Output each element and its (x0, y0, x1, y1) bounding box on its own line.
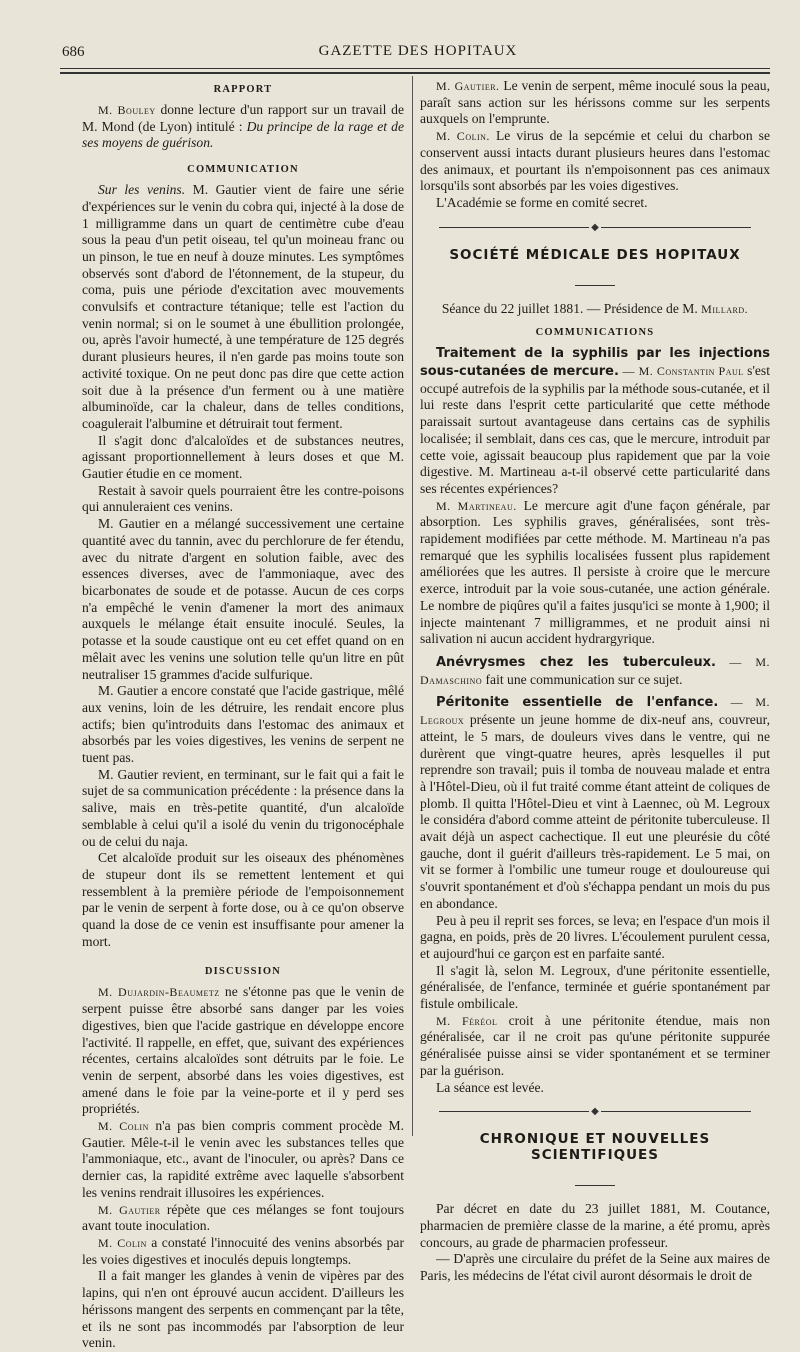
article-paragraph: M. Martineau. Le mercure agit d'une façon générale, par absorption. Les syphilis graves, généralisées, sont très-rapidement modifiées par cette méthode. M. Martineau n'a pas remarqué que les syphilis localisées fussent plus rapidement améliorées que les autres. Il persiste à croire que le mercure exerce, introduit par la voie sous-cutanée, une action générale. Le nombre de piqûres qu'il a faites jusqu'ici se monte à 1,900; il injecte maintenant 7 milligrammes, et ne produit ainsi ni salivation ni aucun accident hydrargyrique. (420, 497, 770, 647)
communications-heading: COMMUNICATIONS (535, 327, 655, 339)
article-paragraph: M. Féréol croit à une péritonite étendue, mais non généralisée, car il ne croit pas qu'une péritonite suppurée généralisée puisse ainsi se vider spontanément et se terminer par la guérison. (420, 1012, 770, 1078)
article-paragraph: Il s'agit là, selon M. Legroux, d'une péritonite essentielle, généralisée, de l'enfance, terminée et guérie spontanément par fistule ombilicale. (420, 962, 770, 1012)
right-column (420, 78, 770, 1285)
discussion-heading: DISCUSSION (204, 966, 282, 978)
short-rule (420, 273, 770, 291)
society-title: SOCIÉTÉ MÉDICALE DES HOPITAUX (449, 246, 741, 263)
discussion-paragraph: M. Colin n'a pas bien compris comment procède M. Gautier. Mêle-t-il le venin avec les substances telles que l'ammoniaque, etc., avant de l'inoculer, ou après? Dans ce dernier cas, la rapidité extrême avec laquelle s'absorbent les venins rendrait illusoires les expériences. (82, 1118, 404, 1200)
communication-paragraph: Cet alcaloïde produit sur les oiseaux des phénomènes de stupeur dont ils se remettent lentement et qui ressemblent à la première période de l'empoisonnement par le venin de serpent à forte dose, ou à ce qu'on observe quand la dose de ce venin est insuffisante pour amener la mort. (82, 850, 404, 949)
discussion-paragraph: M. Colin. Le virus de la sepcémie et celui du charbon se conservent aussi intacts durant plusieurs heures dans l'estomac des animaux, et pourtant ils n'empoisonnent pas ces animaux lorsqu'ils sont absorbés par les voies digestives. (420, 128, 770, 194)
communication-paragraph: M. Gautier a encore constaté que l'acide gastrique, mêlé aux venins, loin de les détruire, les rendait encore plus actifs; bien qu'introduits dans l'estomac des animaux et absorbés par les voies digestives, les venins de serpent ne tuent pas. (82, 683, 404, 766)
closing-line: L'Académie se forme en comité secret. (436, 194, 648, 210)
closing-line: La séance est levée. (436, 1079, 544, 1095)
news-paragraph: — D'après une circulaire du préfet de la Seine aux maires de Paris, les médecins de l'état civil auront désormais le droit de (420, 1251, 770, 1284)
rapport-title: Du principe de la rage et de ses moyens de guérison. (82, 118, 404, 151)
communication-paragraph: M. Gautier revient, en terminant, sur le fait qui a fait le sujet de sa communication précédente : la présence dans la salive, mais en très-petite quantité, d'un alcaloïde semblable à celui qu'il a isolé du venin du trigonocéphale ou de celui du naja. (82, 766, 404, 849)
header-rule (60, 68, 770, 69)
rapport-paragraph: M. Bouley donne lecture d'un rapport sur un travail de M. Mond (de Lyon) intitulé : Du principe de la rage et de ses moyens de guérison. (82, 102, 404, 151)
rapport-heading: RAPPORT (213, 84, 273, 95)
discussion-paragraph: M. Colin a constaté l'innocuité des venins absorbés par les voies digestives et inoculés depuis longtemps. (82, 1235, 404, 1267)
communication-paragraph: Il s'agit donc d'alcaloïdes et de substances neutres, agissant proportionnellement à leurs doses et que M. Gautier étudie en ce moment. (82, 432, 404, 482)
communication-heading: COMMUNICATION (187, 164, 299, 176)
article-paragraph: Péritonite essentielle de l'enfance. — M. Legroux présente un jeune homme de dix-neuf ans, couvreur, atteint, le 5 mars, de douleurs vives dans le ventre, qui ne durèrent que vingt-quatre heures, après lesquelles il put reprendre son travail; puis il tomba de nouveau malade et entra à l'Hôtel-Dieu, où il fut traité comme étant atteint de coliques de plomb. Il quitta l'Hôtel-Dieu et vint à Laennec, où M. Legroux le considéra d'abord comme atteint de péritonite tuberculeuse. Il avait déjà un aspect cachectique. Il eut une pleurésie du côté gauche, dont il guérit d'ailleurs très-rapidement. Le 5 mai, on vit se former à l'ombilic une tumeur rouge et douloureuse qui s'ouvrit spontanément et d'où s'échappa pendant un mois du pus en abondance. (420, 695, 770, 911)
left-column (82, 78, 404, 1352)
speaker-name: M. Bouley (98, 103, 156, 117)
article-paragraph: Peu à peu il reprit ses forces, se leva; en l'espace d'un mois il gagna, en poids, près de 20 livres. L'écoulement purulent cessa, et aujourd'hui ce garçon est en parfaite santé. (420, 912, 770, 961)
communication-paragraph: Sur les venins. M. Gautier vient de faire une série d'expériences sur le venin du cobra qui, injecté à la dose de 1 milligramme dans un quart de centimètre cube d'eau sous la peau d'un petit oiseau, tel qu'un moineau franc ou un pinson, le tue en neuf à douze minutes. Les symptômes observés sont d'abord de l'étonnement, de la stupeur, du coma, puis une période d'excitation avec mouvements convulsifs et contracture tétanique; telle est l'action du venin normal; si on le soumet à une ébullition prolongée, ou, après l'avoir humecté, à une température de 125 degrés durant plusieurs heures, il n'en garde pas moins toute son activité toxique. On ne peut donc pas dire que cette action soit due à la présence d'un ferment ou à une matière albuminoïde, car la chaleur, dans de telles conditions, coagulerait l'albumine et détruirait tout ferment. (82, 182, 404, 431)
discussion-paragraph: Il a fait manger les glandes à venin de vipères par des lapins, qui n'en ont éprouvé aucun accident. D'ailleurs les hérissons mangent des serpents en commençant par la tête, et ils ne sont pas incommodés par l'absorption de leur venin. (82, 1268, 404, 1351)
communication-paragraph: Restait à savoir quels pourraient être les contre-poisons qui annuleraient ces venins. (82, 482, 404, 515)
article-paragraph: Traitement de la syphilis par les injections sous-cutanées de mercure. — M. Constantin Paul s'est occupé autrefois de la syphilis par la méthode sous-cutanée, et il lui reste dans l'esprit cette particularité que cette méthode paraissait surtout avantageuse dans certains cas de syphilis localisée; il semblait, dans ces cas, que le mercure, introduit par cette voie, agissait beaucoup plus rapidement que par la voie digestive. M. Martineau a-t-il observé cette particularité dans ses récentes expériences? (420, 346, 770, 496)
page-number: 686 (62, 44, 85, 60)
chronique-title: CHRONIQUE ET NOUVELLES SCIENTIFIQUES (479, 1131, 711, 1164)
news-paragraph: Par décret en date du 23 juillet 1881, M. Coutance, pharmacien de première classe de la marine, a été promu, après concours, au grade de pharmacien professeur. (420, 1201, 770, 1250)
journal-title: GAZETTE DES HOPITAUX (318, 43, 518, 59)
discussion-paragraph: M. Gautier répète que ces mélanges se font toujours avant toute inoculation. (82, 1201, 404, 1234)
discussion-paragraph: M. Dujardin-Beaumetz ne s'étonne pas que le venin de serpent puisse être absorbé sans danger par les voies digestives, bien que l'acide gastrique en développe encore l'activité. Il rappelle, en effet, que, suivant des expériences récentes, certains alcaloïdes sont détruits par le foie. Le venin de serpent, absorbé dans les voies digestives, est amené dans le foie par la veine-porte et il y perd ses propriétés. (82, 984, 404, 1117)
session-line: Séance du 22 juillet 1881. — Présidence de M. Millard. (441, 300, 749, 316)
header-rule-thick (60, 72, 770, 74)
communication-paragraph: M. Gautier en a mélangé successivement une certaine quantité avec du tannin, avec du perchlorure de fer étendu, avec du nitrate d'argent en solution faible, avec des essences diverses, avec de l'ammoniaque, avec des bicarbonates de soude et de potasse. Aucun de ces corps n'a empêché le venin d'amener la mort des animaux auxquels le mélange était ensuite inoculé. Seules, la potasse et la soude caustique ont eu cet effet quand on en mêlait avec les venins une solution telle qu'un litre en pût neutraliser 15 grammes d'acide sulfurique. (82, 516, 404, 682)
column-divider (412, 76, 413, 1136)
short-rule (420, 1173, 770, 1191)
article-paragraph: Anévrysmes chez les tuberculeux. — M. Damaschino fait une communication sur ce sujet. (420, 654, 770, 687)
discussion-paragraph: M. Gautier. Le venin de serpent, même inoculé sous la peau, paraît sans action sur les hérissons comme sur les serpents auxquels on l'emprunte. (420, 78, 770, 127)
section-ornament: ◆ (420, 222, 770, 233)
page-header (0, 40, 800, 64)
section-ornament: ◆ (420, 1106, 770, 1117)
